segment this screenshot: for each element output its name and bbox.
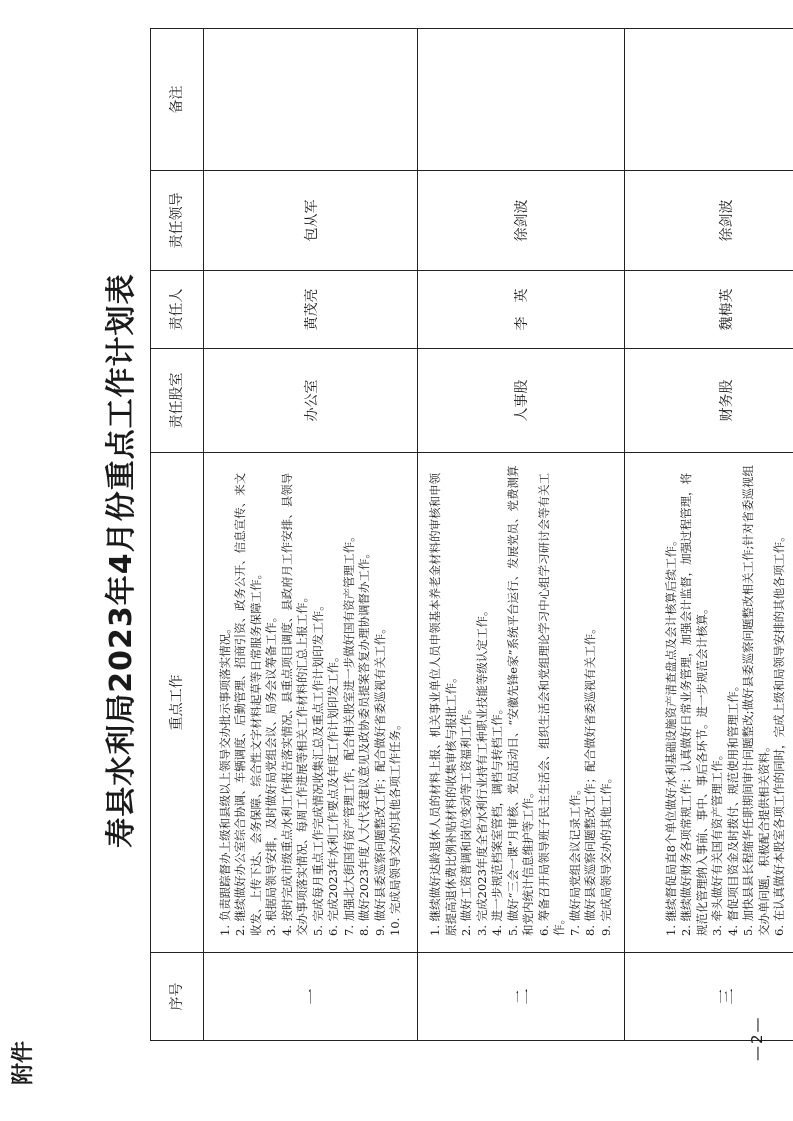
work-item: 8. 做好2023年度人大代表建议意见及政协委员提案答复办理协调督办工作。 xyxy=(357,547,371,936)
work-item: 4. 督促项目资金及时拨付、规范使用和管理工作。 xyxy=(725,679,740,936)
responsible-person: 李 英 xyxy=(418,271,625,349)
page-number: —2— xyxy=(748,1015,766,1061)
header-dept: 责任股室 xyxy=(151,349,204,453)
work-item: 6. 在认真做好本股室各项工作的同时，完成上级和局领导安排的其他各项工作。 xyxy=(772,530,786,936)
header-note: 备注 xyxy=(151,29,204,171)
work-items-cell xyxy=(625,453,793,953)
table-row xyxy=(625,29,793,1041)
responsible-person: 黄茂亮 xyxy=(204,271,418,349)
responsible-dept: 人事股 xyxy=(418,349,625,453)
work-item: 4. 按时完成市级重点水利工作报告落实情况、县重点项目调度、县政府月工作安排、县领导交办事项落实情况、每周工作进展等相关工作材料的汇总上报工作。 xyxy=(279,472,309,936)
work-item: 7. 做好局党组会议记录工作。 xyxy=(567,783,582,936)
work-item: 9. 完成局领导交办的其他工作。 xyxy=(598,771,613,936)
responsible-dept: 财务股 xyxy=(625,349,793,453)
work-item: 7. 加强北大街国有资产管理工作，配合相关股室进一步做好国有资产管理工作。 xyxy=(341,530,356,936)
attachment-label: 附件 xyxy=(11,1040,36,1085)
page-title: 寿县水利局2023年4月份重点工作计划表 xyxy=(104,273,139,848)
table-row xyxy=(204,29,418,1041)
row-number: 三 xyxy=(625,953,793,1041)
table-header-row xyxy=(151,29,204,1041)
row-number: 二 xyxy=(418,953,625,1041)
responsible-leader: 徐剑波 xyxy=(418,171,625,271)
work-item: 3. 完成2023年度全省水利行业持有工种职业技能等级认定工作。 xyxy=(474,604,489,936)
table-row xyxy=(418,29,625,1041)
header-person: 责任人 xyxy=(151,271,204,349)
work-items-cell xyxy=(418,453,625,953)
work-item: 1. 负责跟踪督办上级和县级以上领导交办批示事项落实情况。 xyxy=(217,622,232,936)
responsible-leader: 包从军 xyxy=(204,171,418,271)
work-item: 9. 做好县委巡察问题整改工作；配合做好省委巡视有关工作。 xyxy=(372,622,387,936)
remark-cell xyxy=(418,29,625,171)
responsible-person: 魏梅英 xyxy=(625,271,793,349)
work-items-cell xyxy=(204,453,418,953)
row-number: 一 xyxy=(204,953,418,1041)
work-item: 6. 完成2023年水利工作要点及年度工作计划印发工作。 xyxy=(326,650,340,936)
work-item: 4. 进一步规范档案室管档，调档与转档工作。 xyxy=(490,702,504,936)
work-item: 5. 做好“三会一课”月审核、党员活动日、“安徽先锋e家”系统平台运行、发展党员、党费测算和党内统计信息维护等工作。 xyxy=(505,465,535,936)
responsible-dept: 办公室 xyxy=(204,349,418,453)
work-item: 3. 牵头做好有关国有资产管理工作。 xyxy=(710,748,724,936)
remark-cell xyxy=(625,29,793,171)
responsible-leader: 徐剑波 xyxy=(625,171,793,271)
work-item: 2. 继续做好办公室综合协调、车辆调度、后勤管理、招商引资、政务公开、信息宣传、来文收发、上传下达、会务保障、综合性文字材料起草等日常服务保障工作。 xyxy=(233,472,263,936)
work-item: 8. 做好县委巡察问题整改工作；配合做好省委巡视有关工作。 xyxy=(583,622,597,936)
work-item: 10. 完成局领导交办的其他各项工作任务。 xyxy=(388,718,402,936)
remark-cell xyxy=(204,29,418,171)
header-leader: 责任领导 xyxy=(151,171,204,271)
header-num: 序号 xyxy=(151,953,204,1041)
work-plan-table xyxy=(150,28,793,1041)
work-item: 2. 做好工资普调和岗位变动等工资福利工作。 xyxy=(459,702,473,936)
work-item: 1. 继续督促局直8个单位做好水利基础设施资产清查盘点及会计核算后续工作。 xyxy=(663,534,678,936)
work-item: 5. 加快县县长程缩华任职期间审计问题整改;做好县委巡察问题整改相关工作;针对省委巡视组交办单问题，积极配合提供相关资料。 xyxy=(741,465,771,936)
work-item: 6. 筹备召开局领导班子民主生活会、组织生活会和党组理论学习中心组学习研讨会等有关工作。 xyxy=(536,472,566,936)
work-item: 2. 继续做好财务各项常规工作：认真做好日常业务管理，加强会计监督，加强过程管理，将规范化管理纳入事前、事中、事后各环节。进一步规范会计核算。 xyxy=(679,472,709,936)
work-item: 1. 继续做好达龄退休人员的材料上报、机关事业单位人员申领基本养老金材料的审核和申领原提高退休费比例补贴材料的收集审核与报批工作。 xyxy=(428,472,458,936)
work-item: 5. 完成每月重点工作完成情况收集汇总及重点工作计划印发工作。 xyxy=(310,599,325,936)
header-work: 重点工作 xyxy=(151,453,204,953)
work-item: 3. 根据局领导安排，及时做好局党组会议、局务会议筹备工作。 xyxy=(264,610,278,936)
